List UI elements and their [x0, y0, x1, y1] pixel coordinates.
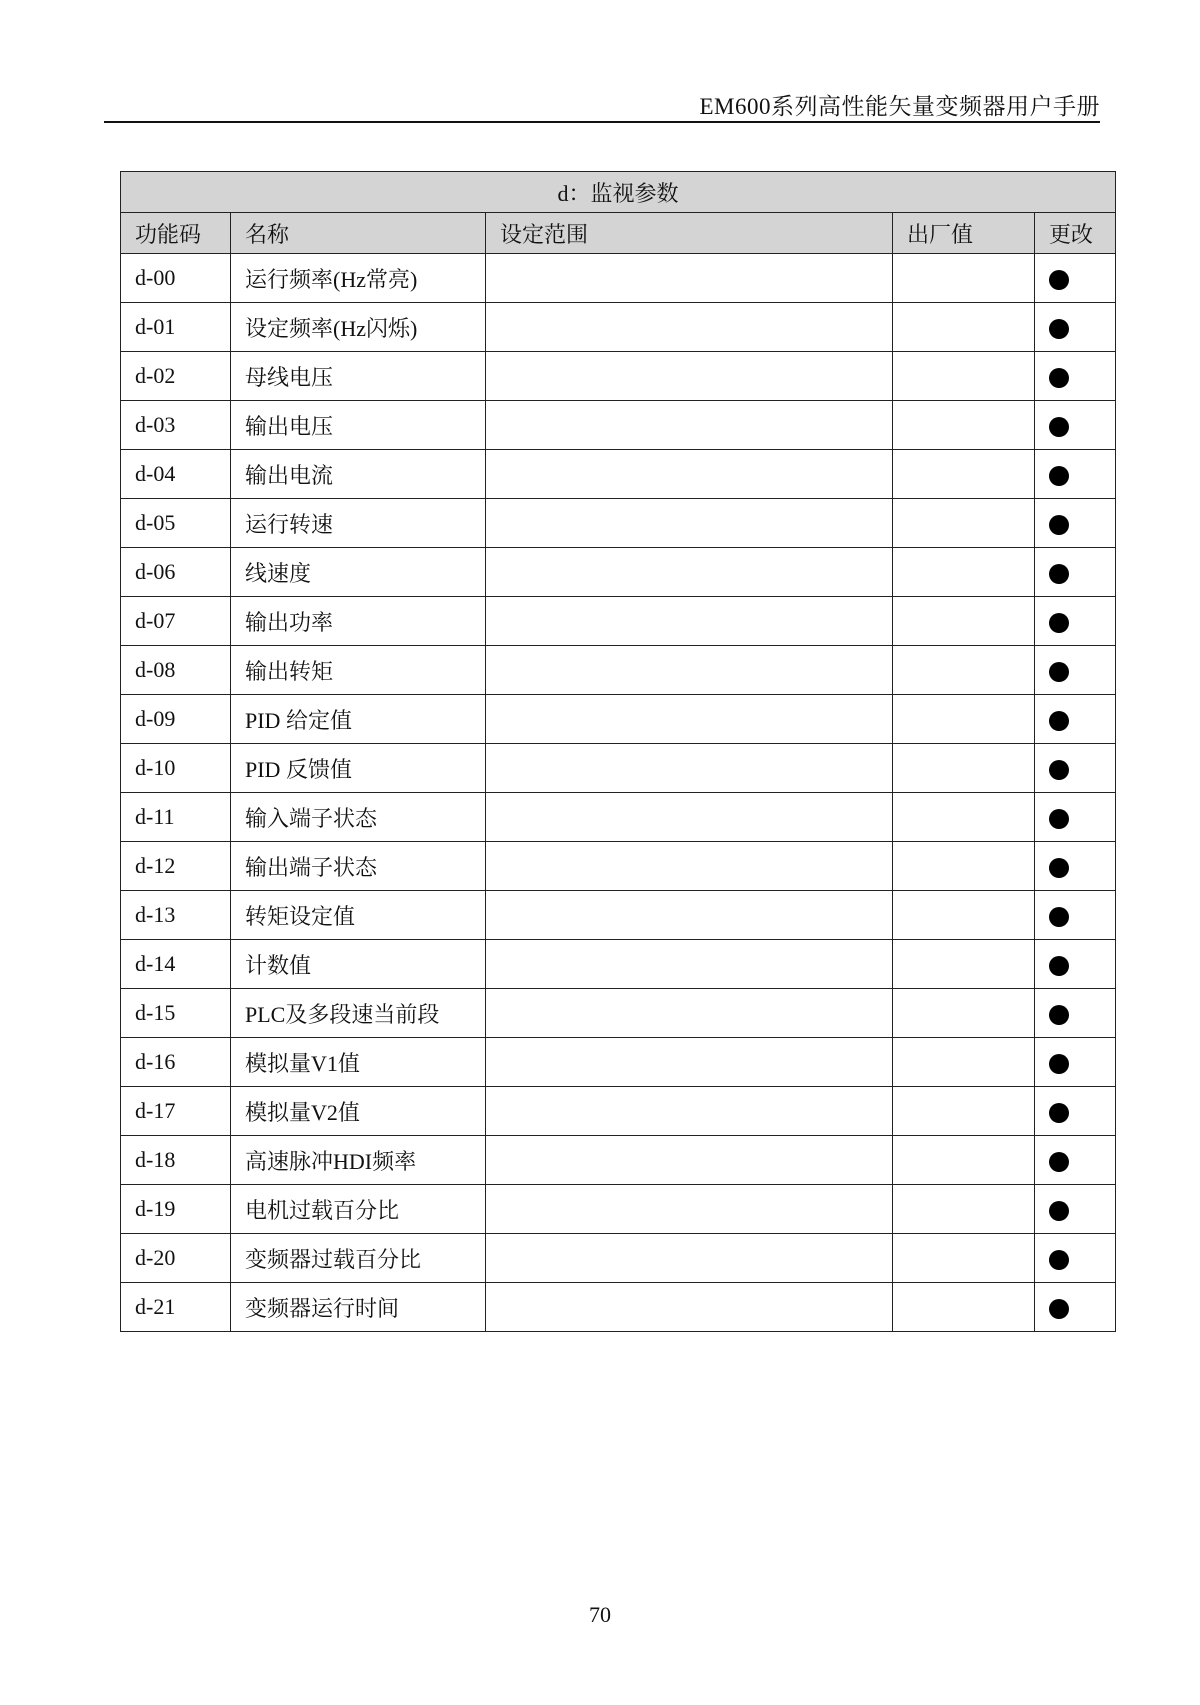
- column-header-code: 功能码: [121, 213, 231, 254]
- table-row: [121, 1234, 1116, 1283]
- change-cell: [1035, 597, 1116, 646]
- change-cell: [1035, 499, 1116, 548]
- table-row: [121, 1087, 1116, 1136]
- default-cell: [893, 1283, 1035, 1332]
- table-row: [121, 1283, 1116, 1332]
- read-only-dot-icon: [1049, 564, 1069, 584]
- code-cell: d-16: [121, 1038, 231, 1087]
- table-row: [121, 646, 1116, 695]
- table-row: [121, 499, 1116, 548]
- table-row: [121, 1038, 1116, 1087]
- column-header-change: 更改: [1035, 213, 1116, 254]
- read-only-dot-icon: [1049, 1054, 1069, 1074]
- code-cell: d-06: [121, 548, 231, 597]
- name-cell: 设定频率(Hz闪烁): [231, 303, 486, 352]
- default-cell: [893, 1234, 1035, 1283]
- default-cell: [893, 303, 1035, 352]
- default-cell: [893, 450, 1035, 499]
- change-cell: [1035, 1283, 1116, 1332]
- change-cell: [1035, 1038, 1116, 1087]
- name-cell: 输出端子状态: [231, 842, 486, 891]
- table-row: [121, 793, 1116, 842]
- read-only-dot-icon: [1049, 466, 1069, 486]
- range-cell: [486, 744, 893, 793]
- read-only-dot-icon: [1049, 613, 1069, 633]
- code-cell: d-01: [121, 303, 231, 352]
- code-cell: d-10: [121, 744, 231, 793]
- change-cell: [1035, 842, 1116, 891]
- code-cell: d-13: [121, 891, 231, 940]
- table-row: [121, 744, 1116, 793]
- table-row: [121, 548, 1116, 597]
- code-cell: d-05: [121, 499, 231, 548]
- change-cell: [1035, 1087, 1116, 1136]
- read-only-dot-icon: [1049, 809, 1069, 829]
- name-cell: 输入端子状态: [231, 793, 486, 842]
- default-cell: [893, 891, 1035, 940]
- range-cell: [486, 793, 893, 842]
- range-cell: [486, 254, 893, 303]
- range-cell: [486, 989, 893, 1038]
- change-cell: [1035, 1234, 1116, 1283]
- name-cell: 计数值: [231, 940, 486, 989]
- read-only-dot-icon: [1049, 515, 1069, 535]
- table-row: [121, 1185, 1116, 1234]
- name-cell: 模拟量V2值: [231, 1087, 486, 1136]
- range-cell: [486, 401, 893, 450]
- read-only-dot-icon: [1049, 662, 1069, 682]
- table-row: [121, 940, 1116, 989]
- read-only-dot-icon: [1049, 1299, 1069, 1319]
- table-row: [121, 254, 1116, 303]
- table-body: [121, 254, 1116, 1332]
- column-header-range: 设定范围: [486, 213, 893, 254]
- code-cell: d-11: [121, 793, 231, 842]
- monitor-parameter-table: [120, 171, 1116, 1332]
- change-cell: [1035, 548, 1116, 597]
- default-cell: [893, 989, 1035, 1038]
- name-cell: 输出电流: [231, 450, 486, 499]
- range-cell: [486, 842, 893, 891]
- read-only-dot-icon: [1049, 1250, 1069, 1270]
- range-cell: [486, 1136, 893, 1185]
- code-cell: d-07: [121, 597, 231, 646]
- range-cell: [486, 499, 893, 548]
- change-cell: [1035, 891, 1116, 940]
- name-cell: 变频器运行时间: [231, 1283, 486, 1332]
- name-cell: 运行转速: [231, 499, 486, 548]
- read-only-dot-icon: [1049, 907, 1069, 927]
- default-cell: [893, 401, 1035, 450]
- default-cell: [893, 1087, 1035, 1136]
- default-cell: [893, 548, 1035, 597]
- range-cell: [486, 450, 893, 499]
- table-row: [121, 1136, 1116, 1185]
- code-cell: d-08: [121, 646, 231, 695]
- name-cell: PLC及多段速当前段: [231, 989, 486, 1038]
- code-cell: d-00: [121, 254, 231, 303]
- header-divider: [104, 121, 1100, 123]
- code-cell: d-20: [121, 1234, 231, 1283]
- name-cell: 高速脉冲HDI频率: [231, 1136, 486, 1185]
- code-cell: d-14: [121, 940, 231, 989]
- table-row: [121, 401, 1116, 450]
- range-cell: [486, 1283, 893, 1332]
- code-cell: d-09: [121, 695, 231, 744]
- code-cell: d-03: [121, 401, 231, 450]
- table-row: [121, 891, 1116, 940]
- range-cell: [486, 695, 893, 744]
- name-cell: 转矩设定值: [231, 891, 486, 940]
- code-cell: d-18: [121, 1136, 231, 1185]
- code-cell: d-02: [121, 352, 231, 401]
- default-cell: [893, 254, 1035, 303]
- change-cell: [1035, 989, 1116, 1038]
- read-only-dot-icon: [1049, 1005, 1069, 1025]
- read-only-dot-icon: [1049, 417, 1069, 437]
- change-cell: [1035, 1185, 1116, 1234]
- name-cell: 运行频率(Hz常亮): [231, 254, 486, 303]
- code-cell: d-17: [121, 1087, 231, 1136]
- change-cell: [1035, 254, 1116, 303]
- default-cell: [893, 1038, 1035, 1087]
- range-cell: [486, 597, 893, 646]
- change-cell: [1035, 793, 1116, 842]
- default-cell: [893, 1136, 1035, 1185]
- change-cell: [1035, 303, 1116, 352]
- default-cell: [893, 646, 1035, 695]
- default-cell: [893, 793, 1035, 842]
- range-cell: [486, 1038, 893, 1087]
- code-cell: d-12: [121, 842, 231, 891]
- range-cell: [486, 548, 893, 597]
- name-cell: 输出转矩: [231, 646, 486, 695]
- read-only-dot-icon: [1049, 760, 1069, 780]
- column-header-name: 名称: [231, 213, 486, 254]
- default-cell: [893, 744, 1035, 793]
- change-cell: [1035, 695, 1116, 744]
- read-only-dot-icon: [1049, 319, 1069, 339]
- read-only-dot-icon: [1049, 368, 1069, 388]
- table-row: [121, 597, 1116, 646]
- read-only-dot-icon: [1049, 956, 1069, 976]
- change-cell: [1035, 352, 1116, 401]
- range-cell: [486, 303, 893, 352]
- read-only-dot-icon: [1049, 1103, 1069, 1123]
- code-cell: d-15: [121, 989, 231, 1038]
- change-cell: [1035, 940, 1116, 989]
- default-cell: [893, 940, 1035, 989]
- default-cell: [893, 695, 1035, 744]
- table-row: [121, 352, 1116, 401]
- change-cell: [1035, 401, 1116, 450]
- read-only-dot-icon: [1049, 858, 1069, 878]
- table-row: [121, 842, 1116, 891]
- read-only-dot-icon: [1049, 1152, 1069, 1172]
- range-cell: [486, 1234, 893, 1283]
- range-cell: [486, 1185, 893, 1234]
- range-cell: [486, 940, 893, 989]
- name-cell: 电机过载百分比: [231, 1185, 486, 1234]
- name-cell: 输出电压: [231, 401, 486, 450]
- page-number: 70: [589, 1602, 611, 1627]
- change-cell: [1035, 1136, 1116, 1185]
- range-cell: [486, 1087, 893, 1136]
- column-header-default: 出厂值: [893, 213, 1035, 254]
- default-cell: [893, 842, 1035, 891]
- default-cell: [893, 499, 1035, 548]
- name-cell: 线速度: [231, 548, 486, 597]
- table-row: [121, 695, 1116, 744]
- change-cell: [1035, 646, 1116, 695]
- read-only-dot-icon: [1049, 1201, 1069, 1221]
- name-cell: 母线电压: [231, 352, 486, 401]
- code-cell: d-04: [121, 450, 231, 499]
- read-only-dot-icon: [1049, 711, 1069, 731]
- name-cell: 变频器过载百分比: [231, 1234, 486, 1283]
- range-cell: [486, 646, 893, 695]
- default-cell: [893, 597, 1035, 646]
- name-cell: 模拟量V1值: [231, 1038, 486, 1087]
- name-cell: 输出功率: [231, 597, 486, 646]
- range-cell: [486, 352, 893, 401]
- table-row: [121, 450, 1116, 499]
- document-title: EM600系列高性能矢量变频器用户手册: [699, 94, 1100, 119]
- name-cell: PID 给定值: [231, 695, 486, 744]
- table-title: d：监视参数: [121, 172, 1116, 213]
- read-only-dot-icon: [1049, 270, 1069, 290]
- table-row: [121, 989, 1116, 1038]
- table-header-row: [121, 213, 1116, 254]
- table-row: [121, 303, 1116, 352]
- table-title-row: [121, 172, 1116, 213]
- code-cell: d-19: [121, 1185, 231, 1234]
- name-cell: PID 反馈值: [231, 744, 486, 793]
- range-cell: [486, 891, 893, 940]
- change-cell: [1035, 744, 1116, 793]
- code-cell: d-21: [121, 1283, 231, 1332]
- default-cell: [893, 1185, 1035, 1234]
- default-cell: [893, 352, 1035, 401]
- change-cell: [1035, 450, 1116, 499]
